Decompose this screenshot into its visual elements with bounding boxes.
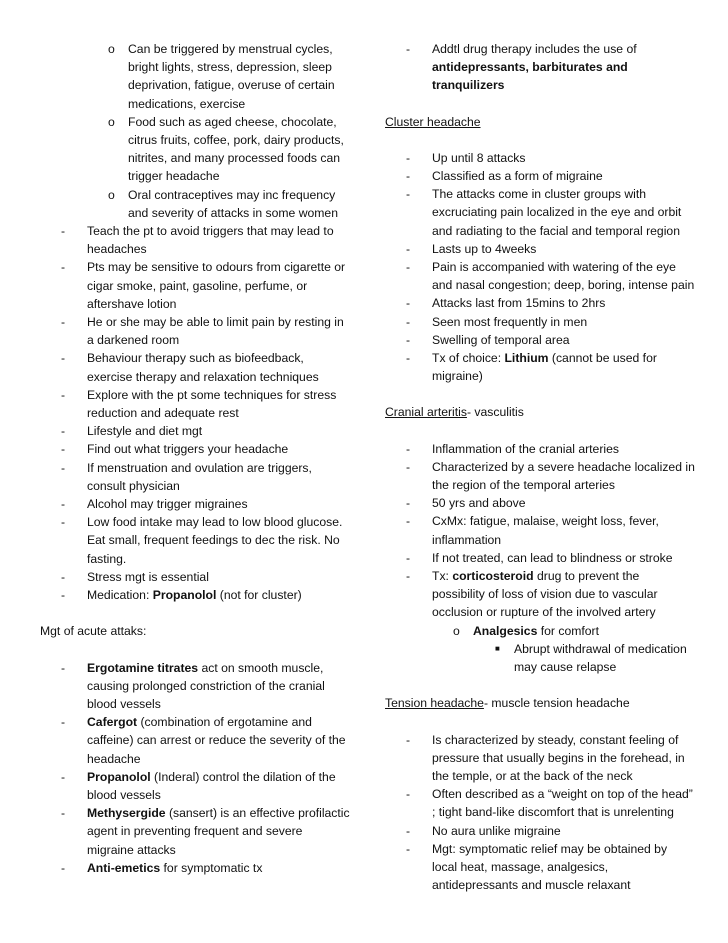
list-item: - Pts may be sensitive to odours from cigarette or cigar smoke, paint, gasoline, perfume, or aftershave lotion [61,260,346,311]
dash-bullet-icon: - [61,860,66,875]
list-item: - 50 yrs and above [385,494,695,512]
list-item: - Characterized by a severe headache localized in the region of the temporal arteries [406,459,695,493]
dash-bullet-icon: - [406,841,411,856]
circle-bullet-icon: o [108,114,115,129]
dash-bullet-icon: - [61,424,66,439]
section-heading-tension: Tension headache- muscle tension headache [385,696,630,711]
dash-bullet-icon: - [406,187,411,202]
dash-bullet-icon: - [61,460,66,475]
dash-bullet-icon: - [61,588,66,603]
section-heading-cranial: Cranial arteritis- vasculitis [385,405,524,420]
dash-bullet-icon: - [61,769,66,784]
dash-bullet-icon: - [61,315,66,330]
list-item: - Attacks last from 15mins to 2hrs [385,294,695,312]
list-item: - Propanolol (Inderal) control the dilation of the blood vessels [61,769,336,802]
list-item: - Stress mgt is essential [40,568,350,586]
list-item: - Tx: corticosteroid drug to prevent the possibility of loss of vision due to vascular occlusion or rupture of the involved artery [406,569,658,620]
list-item: o Analgesics for comfort [385,622,695,640]
dash-bullet-icon: - [61,224,66,239]
dash-bullet-icon: - [406,550,411,565]
dash-bullet-icon: - [406,732,411,747]
section-heading-cluster: Cluster headache [385,114,481,129]
list-item: - Up until 8 attacks [385,149,695,167]
list-item: - Mgt: symptomatic relief may be obtained by local heat, massage, analgesics, antidepressants and muscle relaxant [406,841,668,893]
list-item: - Seen most frequently in men [385,313,695,331]
list-item: - If not treated, can lead to blindness or stroke [385,549,695,567]
dash-bullet-icon: - [61,260,66,275]
list-item: - Lifestyle and diet mgt [40,422,350,440]
list-item: - Tx of choice: Lithium (cannot be used for migraine) [406,351,657,384]
dash-bullet-icon: - [61,715,66,730]
list-item: - Medication: Propanolol (not for cluster) [40,586,350,604]
list-item: - Alcohol may trigger migraines [40,495,350,513]
dash-bullet-icon: - [406,314,411,329]
dash-bullet-icon: - [61,569,66,584]
left-column [40,40,350,877]
list-item: - Behaviour therapy such as biofeedback, exercise therapy and relaxation techniques [61,351,319,384]
list-item: o Food such as aged cheese, chocolate, citrus fruits, coffee, pork, dairy products, nitrites, and many processed foods can trigger headache [108,114,344,184]
list-item: - Swelling of temporal area [385,331,695,349]
list-item: - Anti-emetics for symptomatic tx [40,859,350,877]
dash-bullet-icon: - [406,296,411,311]
dash-bullet-icon: - [406,787,411,802]
dash-bullet-icon: - [406,241,411,256]
dash-bullet-icon: - [61,351,66,366]
dash-bullet-icon: - [406,823,411,838]
list-item: - No aura unlike migraine [385,822,695,840]
list-item: - Teach the pt to avoid triggers that may lead to headaches [61,224,334,257]
list-item: - Ergotamine titrates act on smooth muscle, causing prolonged constriction of the cranial blood vessels [61,660,325,711]
list-item: - He or she may be able to limit pain by resting in a darkened room [61,315,344,348]
square-bullet-icon: ■ [495,643,500,653]
dash-bullet-icon: - [61,660,66,675]
dash-bullet-icon: - [61,497,66,512]
circle-bullet-icon: o [453,623,460,638]
dash-bullet-icon: - [406,169,411,184]
dash-bullet-icon: - [406,332,411,347]
list-item: o Oral contraceptives may inc frequency and severity of attacks in some women [108,187,338,220]
list-item: - Methysergide (sansert) is an effective profilactic agent in preventing frequent and severe migraine attacks [61,806,350,857]
right-column [385,40,695,894]
section-heading-acute: Mgt of acute attaks: [40,624,147,639]
list-item: - Explore with the pt some techniques for stress reduction and adequate rest [61,387,337,421]
list-item: - If menstruation and ovulation are triggers, consult physician [61,460,312,493]
list-item: - Addtl drug therapy includes the use of antidepressants, barbiturates and tranquilizers [406,42,637,93]
list-item: - Lasts up to 4weeks [385,240,695,258]
list-item: - Low food intake may lead to low blood glucose. Eat small, frequent feedings to dec the risk. No fasting. [61,515,343,566]
dash-bullet-icon: - [406,150,411,165]
dash-bullet-icon: - [406,42,411,56]
list-item: - Often described as a “weight on top of the head” ; tight band-like discomfort that is unrelenting [406,787,693,820]
circle-bullet-icon: o [108,42,115,56]
list-item: o Can be triggered by menstrual cycles, bright lights, stress, depression, sleep deprivation, fatigue, overuse of certain medications, exercise [108,42,335,111]
list-item: - Pain is accompanied with watering of the eye and nasal congestion; deep, boring, intense pain [406,260,695,293]
list-item: ■ Abrupt withdrawal of medication may cause relapse [495,641,687,675]
dash-bullet-icon: - [406,260,411,275]
list-item: - The attacks come in cluster groups with excruciating pain localized in the eye and orbit and radiating to the facial and temporal region [406,187,682,238]
dash-bullet-icon: - [61,806,66,821]
list-item: - Cafergot (combination of ergotamine and caffeine) can arrest or reduce the severity of the headache [61,715,346,766]
dash-bullet-icon: - [406,441,411,456]
dash-bullet-icon: - [406,496,411,511]
dash-bullet-icon: - [61,515,66,530]
list-item: - Inflammation of the cranial arteries [385,440,695,458]
list-item: - Find out what triggers your headache [40,440,350,458]
dash-bullet-icon: - [406,351,411,366]
list-item: - Classified as a form of migraine [385,167,695,185]
circle-bullet-icon: o [108,187,115,202]
dash-bullet-icon: - [61,387,66,402]
dash-bullet-icon: - [406,569,411,584]
dash-bullet-icon: - [406,514,411,529]
dash-bullet-icon: - [406,459,411,474]
list-item: - Is characterized by steady, constant feeling of pressure that usually begins in the forehead, in the temple, or at the back of the neck [406,732,685,783]
dash-bullet-icon: - [61,442,66,457]
list-item: - CxMx: fatigue, malaise, weight loss, fever, inflammation [406,514,659,547]
